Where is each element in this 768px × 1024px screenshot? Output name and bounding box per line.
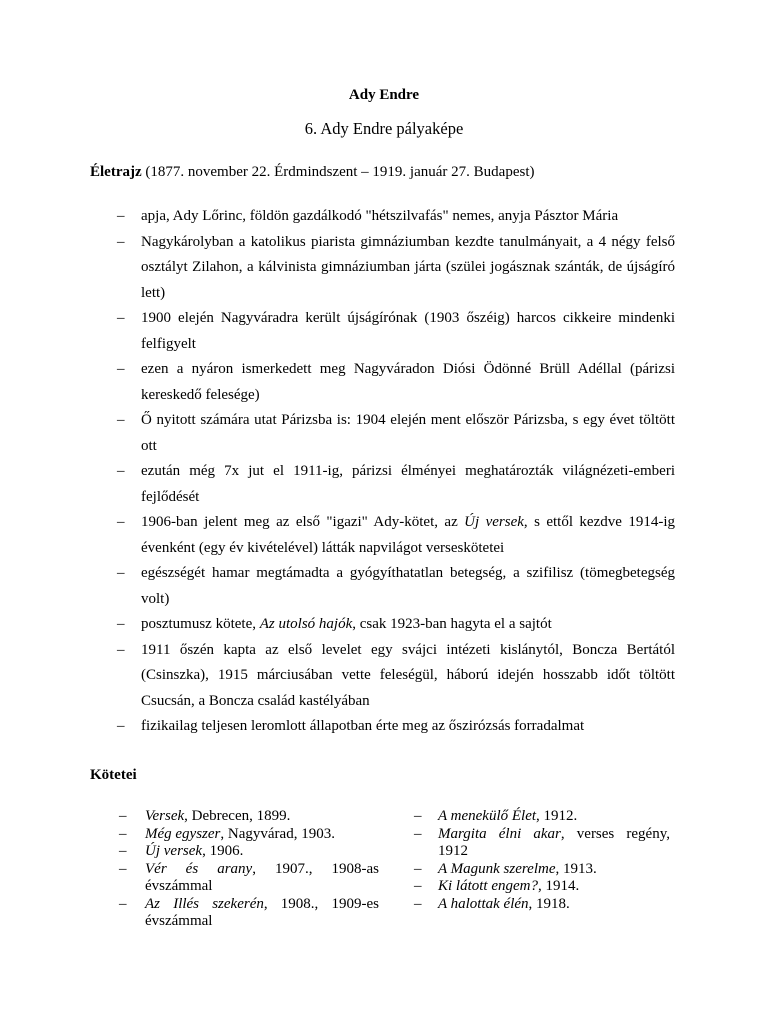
dash-marker: –: [117, 233, 125, 250]
bullet-text: 1900 elején Nagyváradra került újságírónak (1903 őszéig) harcos cikkeire mindenki felfigyelt: [141, 310, 675, 352]
work-details: , 1918.: [528, 895, 570, 912]
bullet-item: [0, 204, 768, 230]
page-title: 6. Ady Endre pályaképe: [304, 119, 464, 138]
bullet-text: apja, Ady Lőrinc, földön gazdálkodó "hétszilvafás" nemes, anyja Pásztor Mária: [141, 208, 619, 224]
biography-dates: (1877. november 22. Érdmindszent – 1919. január 27. Budapest): [141, 164, 535, 180]
works-heading: Kötetei: [90, 767, 137, 783]
work-title: Versek: [145, 808, 185, 824]
bullet-item: [0, 612, 768, 638]
work-item: [0, 861, 670, 879]
work-details: , 1907., 1908-as évszámmal: [145, 860, 379, 894]
dash-marker: –: [414, 825, 422, 842]
dash-marker: –: [117, 565, 125, 581]
dash-marker: –: [119, 808, 127, 824]
bullet-item: [0, 357, 768, 408]
work-details: , verses regény, 1912: [438, 825, 670, 859]
dash-marker: –: [414, 860, 422, 877]
bullet-text: posztumusz kötete,: [141, 616, 260, 632]
work-item: [0, 878, 670, 896]
bullet-text: ezen a nyáron ismerkedett meg Nagyváradon Diósi Ödönné Brüll Adéllal (párizsi kereskedő felesége): [141, 361, 675, 403]
book-title: Új versek: [464, 514, 524, 530]
work-title: Még egyszer: [145, 825, 221, 842]
dash-marker: –: [117, 361, 125, 377]
bullet-text: egészségét hamar megtámadta a gyógyíthatatlan betegség, a szifilisz (tömegbetegség volt): [141, 565, 675, 607]
bullet-item: [0, 714, 768, 740]
author-heading: Ady Endre: [348, 87, 420, 103]
dash-marker: –: [119, 860, 127, 877]
dash-marker: –: [117, 463, 125, 479]
work-title: Margita élni akar: [438, 825, 561, 842]
work-title: Vér és arany: [145, 860, 253, 877]
bullet-item: [0, 230, 768, 307]
dash-marker: –: [117, 616, 125, 632]
biography-bullet-list: [0, 204, 768, 740]
work-details: , Debrecen, 1899.: [184, 808, 291, 824]
book-title: Az utolsó hajók: [259, 616, 353, 632]
dash-marker: –: [414, 895, 422, 912]
dash-marker: –: [117, 641, 125, 658]
work-item: [0, 826, 670, 861]
bullet-item: [0, 408, 768, 459]
work-title: Ki látott engem?: [438, 878, 538, 894]
work-title: Az Illés szekerén: [145, 895, 264, 912]
dash-marker: –: [119, 825, 127, 842]
biography-line: [90, 163, 534, 181]
dash-marker: –: [119, 843, 127, 859]
bullet-item: [0, 306, 768, 357]
dash-marker: –: [117, 208, 125, 224]
work-details: , 1914.: [538, 878, 580, 894]
bullet-item: [0, 459, 768, 510]
bullet-text: fizikailag teljesen leromlott állapotban érte meg az őszirózsás forradalmat: [141, 718, 585, 734]
work-details: , 1913.: [555, 860, 597, 877]
bullet-item: [0, 638, 768, 715]
work-title: A halottak élén: [438, 895, 529, 912]
work-item: [0, 808, 670, 826]
bullet-text: Nagykárolyban a katolikus piarista gimnáziumban kezdte tanulmányait, a 4 négy felső osztályt Zilahon, a kálvinista gimnáziumban járta (szülei jogásznak szánták, de újságíró lett): [141, 233, 675, 301]
bullet-item: [0, 561, 768, 612]
dash-marker: –: [117, 412, 125, 428]
bullet-item: [0, 510, 768, 561]
bullet-text: 1911 őszén kapta az első levelet egy svájci intézeti kislánytól, Boncza Bertától (Csinszka), 1915 márciusában vette feleségül, háború idején hosszabb időt töltött Csucsán, a Boncza család kastélyában: [141, 641, 675, 709]
work-title: A menekülő Élet: [438, 808, 537, 824]
work-details: , 1908., 1909-es évszámmal: [145, 895, 379, 929]
work-details: , 1912.: [536, 808, 578, 824]
biography-label: Életrajz: [90, 164, 142, 180]
dash-marker: –: [117, 310, 125, 326]
bullet-text: Ő nyitott számára utat Párizsba is: 1904 elején ment először Párizsba, s egy évet töltött ott: [141, 412, 675, 454]
dash-marker: –: [117, 718, 125, 734]
bullet-text: 1906-ban jelent meg az első "igazi" Ady-kötet, az: [141, 514, 465, 530]
dash-marker: –: [117, 514, 125, 530]
work-title: Új versek: [145, 843, 203, 859]
work-title: A Magunk szerelme: [438, 860, 556, 877]
work-item: [0, 896, 670, 914]
dash-marker: –: [414, 878, 422, 894]
dash-marker: –: [414, 808, 422, 824]
work-details: , 1906.: [202, 843, 244, 859]
bullet-text: , s ettől kezdve 1914-ig évenként (egy év kivételével) látták napvilágot verseskötetei: [141, 514, 675, 556]
works-list-right: [0, 808, 670, 913]
bullet-text: , csak 1923-ban hagyta el a sajtót: [352, 616, 552, 632]
work-details: , Nagyvárad, 1903.: [220, 825, 335, 842]
bullet-text: ezután még 7x jut el 1911-ig, párizsi élményei meghatározták világnézeti-emberi fejlődését: [141, 463, 675, 505]
dash-marker: –: [119, 895, 127, 912]
